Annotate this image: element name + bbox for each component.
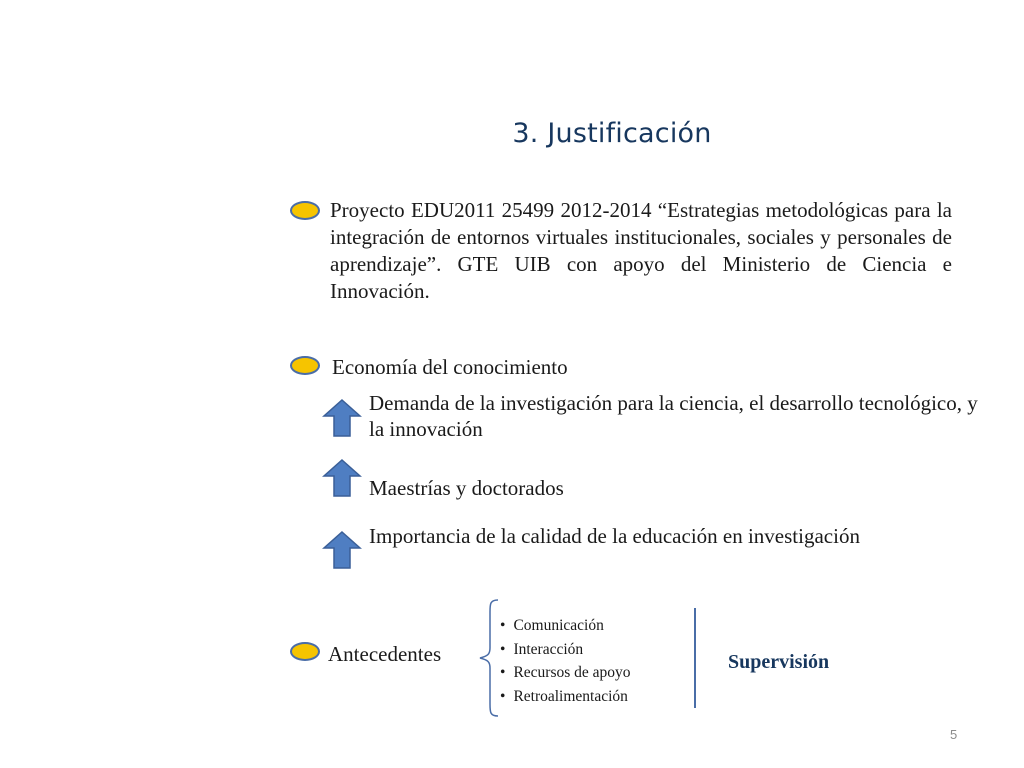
economia-item-maestrias: Maestrías y doctorados (369, 476, 564, 500)
oval-bullet-icon (290, 642, 320, 661)
economia-item-demanda: Demanda de la investigación para la ciencia, el desarrollo tecnológico, y la innovación (369, 391, 978, 441)
oval-bullet-icon (290, 201, 320, 220)
proyecto-paragraph: Proyecto EDU2011 25499 2012-2014 “Estrategias metodológicas para la integración de entornos virtuales institucionales, sociales y personales de aprendizaje”. GTE UIB con apoyo del Ministerio de Ciencia e Innovación. (330, 198, 952, 303)
up-arrow-icon (322, 458, 362, 498)
economia-heading: Economía del conocimiento (332, 355, 568, 379)
curly-brace-icon (472, 598, 502, 718)
antecedentes-heading: Antecedentes (328, 642, 442, 666)
page-number: 5 (950, 727, 958, 742)
list-item: • Interacción (500, 638, 631, 662)
economia-item-importancia: Importancia de la calidad de la educación en investigación (369, 524, 860, 548)
divider (694, 608, 696, 708)
antecedentes-bullet-list (500, 614, 631, 708)
up-arrow-icon (322, 530, 362, 570)
list-item: • Retroalimentación (500, 685, 631, 709)
slide-title: 3. Justificación (512, 118, 712, 149)
up-arrow-icon (322, 398, 362, 438)
oval-bullet-icon (290, 356, 320, 375)
list-item: • Comunicación (500, 614, 631, 638)
supervision-label: Supervisión (728, 651, 830, 673)
list-item: • Recursos de apoyo (500, 661, 631, 685)
